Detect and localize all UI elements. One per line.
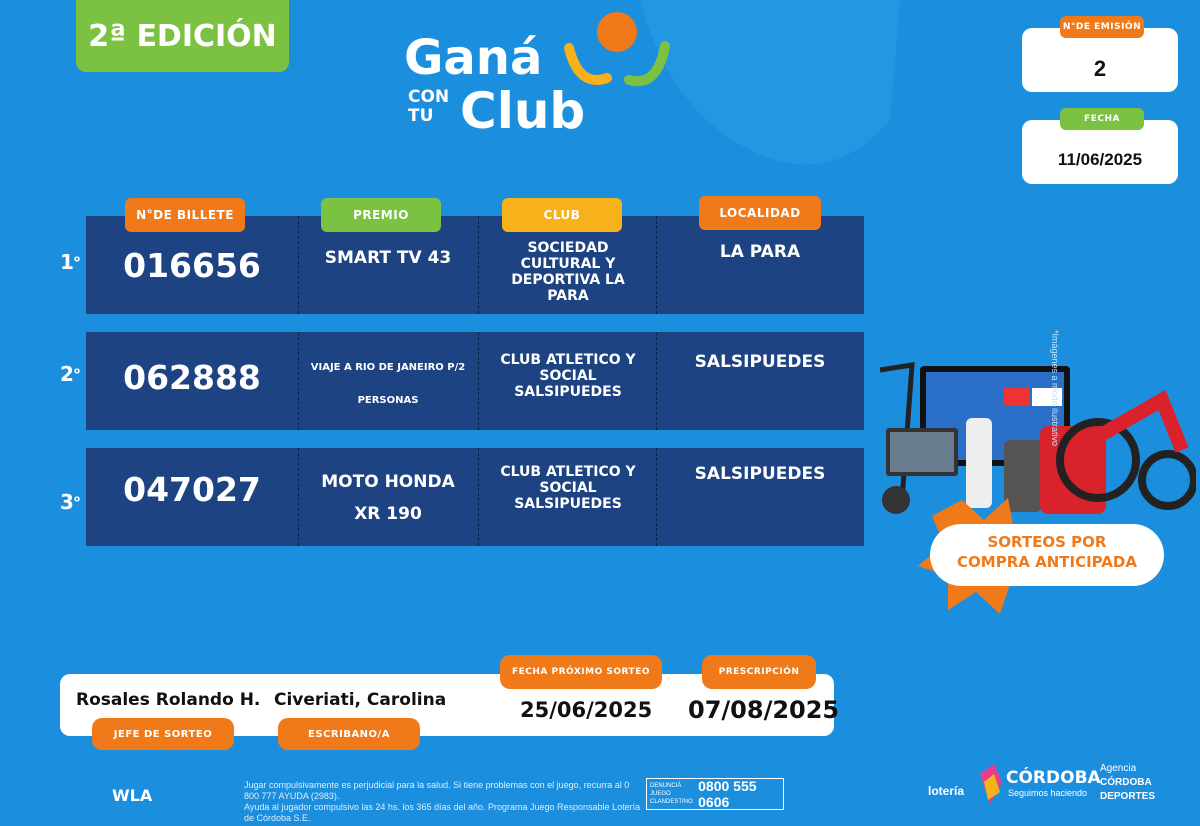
denuncia-box: DENUNCIÁ JUEGO CLANDESTINO 0800 555 0606 [646,778,784,810]
agencia-logo: Agencia CÓRDOBA DEPORTES [1100,763,1156,802]
fecha-value: 11/06/2025 [1057,150,1143,169]
prescripcion-value: 07/08/2025 [688,696,840,724]
premio: SMART TV 43 [324,248,452,268]
brand-logo [404,8,694,148]
premio-line2: XR 190 [354,504,422,524]
cordoba-sub: Seguimos haciendo [1008,788,1088,798]
jefe-name: Rosales Rolando H. [76,690,261,710]
header-premio: PREMIO [321,198,441,232]
club: SOCIEDAD CULTURAL Y DEPORTIVA LA PARA [511,240,625,304]
header-billete: N°DE BILLETE [125,198,245,232]
proximo-value: 25/06/2025 [520,698,653,722]
result-row-2 [86,332,864,430]
localidad: LA PARA [719,242,801,262]
header-club: CLUB [502,198,622,232]
ticket-number: 016656 [123,246,261,285]
logo-club: Club [460,82,586,140]
escribano-name: Civeriati, Carolina [274,690,447,710]
premio-line1: MOTO HONDA [321,472,455,492]
logo-gana: Ganá [404,30,543,86]
result-row-3 [86,448,864,546]
promo-text: SORTEOS POR COMPRA ANTICIPADA [957,533,1137,571]
premio-line2: PERSONAS [357,395,419,406]
prizes-illustration [872,330,1196,640]
ticket-number: 062888 [123,358,261,397]
escribano-label: ESCRIBANO/A [278,718,420,750]
hands-icon [559,8,679,98]
jefe-label: JEFE DE SORTEO [92,718,234,750]
proximo-label: FECHA PRÓXIMO SORTEO [500,655,662,689]
place-2: 2$^o$ [60,362,81,386]
fecha-label: FECHA [1060,108,1144,130]
place-1: 1$^o$ [60,250,81,274]
logo-con-tu: CON TU [408,87,450,126]
edition-badge: 2ª EDICIÓN [76,0,289,72]
club: CLUB ATLETICO Y SOCIAL SALSIPUEDES [500,352,636,400]
ticket-number: 047027 [123,470,261,509]
prescripcion-label: PRESCRIPCIÓN [702,655,816,689]
club: CLUB ATLETICO Y SOCIAL SALSIPUEDES [500,464,636,512]
cordoba-logo-icon [980,764,1002,804]
localidad: SALSIPUEDES [694,352,826,372]
header-localidad: LOCALIDAD [699,196,821,230]
wla-logo: WLA [112,786,153,805]
legal-text: Jugar compulsivamente es perjudicial para la salud. Si tiene problemas con el juego, recurra al 0 800 777 AYUDA (2983). Ayuda al jugador compulsivo las 24 hs. los 365 días del año. Programa Juego Responsable Lotería de Córdoba S.E. [244,780,641,823]
place-3: 3$^o$ [60,490,81,514]
disclaimer: *Imágenes a modo ilustrativo [1050,330,1060,447]
emision-value: 2 [1093,56,1107,81]
loteria-logo: lotería [928,784,965,798]
localidad: SALSIPUEDES [694,464,826,484]
premio-line1: VIAJE A RIO DE JANEIRO P/2 [310,362,466,373]
denuncia-phone: 0800 555 0606 [698,778,757,810]
cordoba-logo: CÓRDOBA [1006,768,1101,788]
emision-label: N°DE EMISIÓN [1060,16,1144,38]
